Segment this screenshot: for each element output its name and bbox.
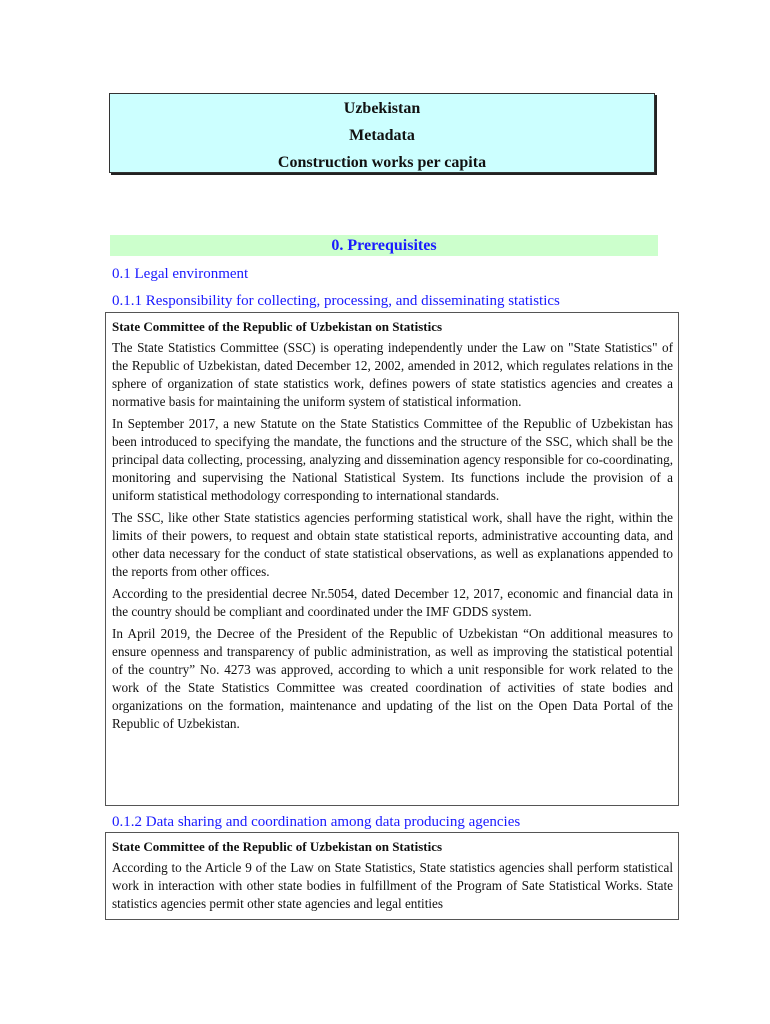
paragraph: The State Statistics Committee (SSC) is operating independently under the Law on "State Statistics" of the Republic of Uzbekistan, dated December 12, 2002, amended in 2012, which regulates relations in the sphere of organization of state statistics work, defines powers of state statistics agencies and creates a normative basis for maintaining the uniform system of statistical information. bbox=[112, 340, 673, 409]
data-sharing-box bbox=[105, 832, 679, 920]
paragraph: According to the Article 9 of the Law on State Statistics, State statistics agencies shall perform statistical work in interaction with other state bodies in fulfillment of the Program of Sate Statistical Works. State statistics agencies permit other state agencies and legal entities bbox=[112, 860, 673, 911]
metadata-title: Metadata bbox=[349, 127, 415, 144]
paragraph: The SSC, like other State statistics agencies performing statistical work, shall have the right, within the limits of their powers, to request and obtain state statistical reports, administrative accounting data, and other data necessary for the conduct of state statistical observations, as well as explanations appended to the reports from other offices. bbox=[112, 510, 673, 579]
indicator-title: Construction works per capita bbox=[277, 154, 487, 171]
metadata-title-box bbox=[109, 93, 655, 173]
box-heading: State Committee of the Republic of Uzbekistan on Statistics bbox=[112, 319, 443, 334]
paragraph: According to the presidential decree Nr.5054, dated December 12, 2017, economic and financial data in the country should be compliant and coordinated under the IMF GDDS system. bbox=[112, 586, 673, 619]
section-heading: 0. Prerequisites bbox=[110, 235, 658, 256]
subsection-data-sharing: 0.1.2 Data sharing and coordination among data producing agencies bbox=[112, 814, 521, 830]
paragraph: In April 2019, the Decree of the President of the Republic of Uzbekistan “On additional measures to ensure openness and transparency of public administration, as well as improving the statistical potential of the country” No. 4273 was approved, according to which a unit responsible for work related to the work of the State Statistics Committee was created coordination of activities of state bodies and organizations on the formation, maintenance and updating of the list on the Open Data Portal of the Republic of Uzbekistan. bbox=[112, 626, 673, 731]
responsibility-box bbox=[105, 312, 679, 806]
paragraph: In September 2017, a new Statute on the State Statistics Committee of the Republic of Uzbekistan has been introduced to specifying the mandate, the functions and the structure of the SSC, which shall be the principal data collecting, processing, analyzing and dissemination agency responsible for co-coordinating, monitoring and supervising the National Statistical System. Its functions include the provision of a uniform statistical methodology corresponding to international standards. bbox=[112, 416, 673, 503]
subsection-responsibility: 0.1.1 Responsibility for collecting, processing, and disseminating statistics bbox=[112, 293, 560, 309]
subsection-legal-environment: 0.1 Legal environment bbox=[112, 266, 249, 282]
country-title: Uzbekistan bbox=[343, 100, 421, 117]
box-heading: State Committee of the Republic of Uzbekistan on Statistics bbox=[112, 839, 443, 854]
